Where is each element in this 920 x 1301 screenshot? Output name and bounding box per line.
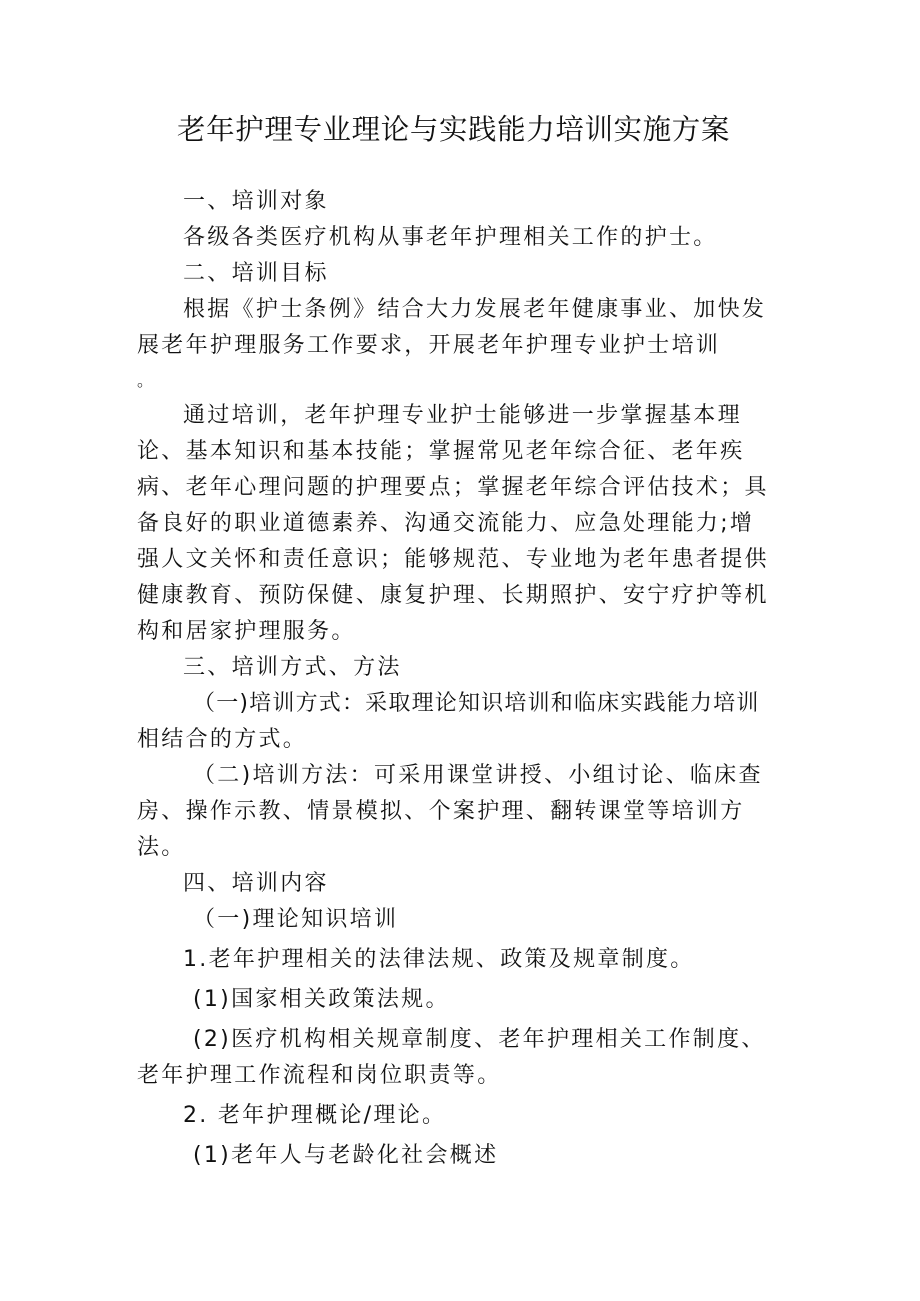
paragraph-line: 各级各类医疗机构从事老年护理相关工作的护士。 bbox=[183, 225, 718, 250]
paragraph-line: 。 bbox=[137, 371, 156, 390]
document-body bbox=[137, 184, 792, 1174]
paragraph-line: 展老年护理服务工作要求，开展老年护理专业护士培训 bbox=[137, 333, 721, 358]
paragraph-line: 老年护理工作流程和岗位职责等。 bbox=[137, 1063, 502, 1088]
paragraph-line: 论、基本知识和基本技能；掌握常见老年综合征、老年疾 bbox=[137, 439, 745, 464]
document-title: 老年护理专业理论与实践能力培训实施方案 bbox=[177, 113, 730, 146]
heading-training-method: 三、培训方式、方法 bbox=[183, 655, 402, 680]
paragraph-line: 房、操作示教、情景模拟、个案护理、翻转课堂等培训方 bbox=[137, 799, 745, 824]
paragraph-line: 构和居家护理服务。 bbox=[137, 619, 356, 644]
subheading-theory-training: （一)理论知识培训 bbox=[193, 907, 399, 932]
heading-training-content: 四、培训内容 bbox=[183, 871, 329, 896]
list-item: 1.老年护理相关的法律法规、政策及规章制度。 bbox=[183, 947, 695, 972]
paragraph-line: （二)培训方法：可采用课堂讲授、小组讨论、临床查 bbox=[193, 763, 763, 788]
paragraph-line: 强人文关怀和责任意识；能够规范、专业地为老年患者提供 bbox=[137, 547, 769, 572]
paragraph-line: 根据《护士条例》结合大力发展老年健康事业、加快发 bbox=[183, 297, 767, 322]
heading-training-target: 一、培训对象 bbox=[183, 189, 329, 214]
paragraph-line: 病、老年心理问题的护理要点；掌握老年综合评估技术；具 bbox=[137, 475, 769, 500]
paragraph-line: 健康教育、预防保健、康复护理、长期照护、安宁疗护等机 bbox=[137, 583, 769, 608]
heading-training-goal: 二、培训目标 bbox=[183, 261, 329, 286]
list-item: (1)国家相关政策法规。 bbox=[193, 987, 450, 1012]
paragraph-line: （一)培训方式：采取理论知识培训和临床实践能力培训 bbox=[193, 691, 760, 716]
list-item: (1)老年人与老龄化社会概述 bbox=[193, 1143, 499, 1168]
paragraph-line: 通过培训，老年护理专业护士能够进一步掌握基本理 bbox=[183, 403, 742, 428]
list-item: 2. 老年护理概论/理论。 bbox=[183, 1103, 447, 1128]
paragraph-line: 法。 bbox=[137, 835, 186, 860]
list-item: (2)医疗机构相关规章制度、老年护理相关工作制度、 bbox=[193, 1027, 766, 1052]
paragraph-line: 相结合的方式。 bbox=[137, 727, 308, 752]
paragraph-line: 备良好的职业道德素养、沟通交流能力、应急处理能力;增 bbox=[137, 511, 755, 536]
